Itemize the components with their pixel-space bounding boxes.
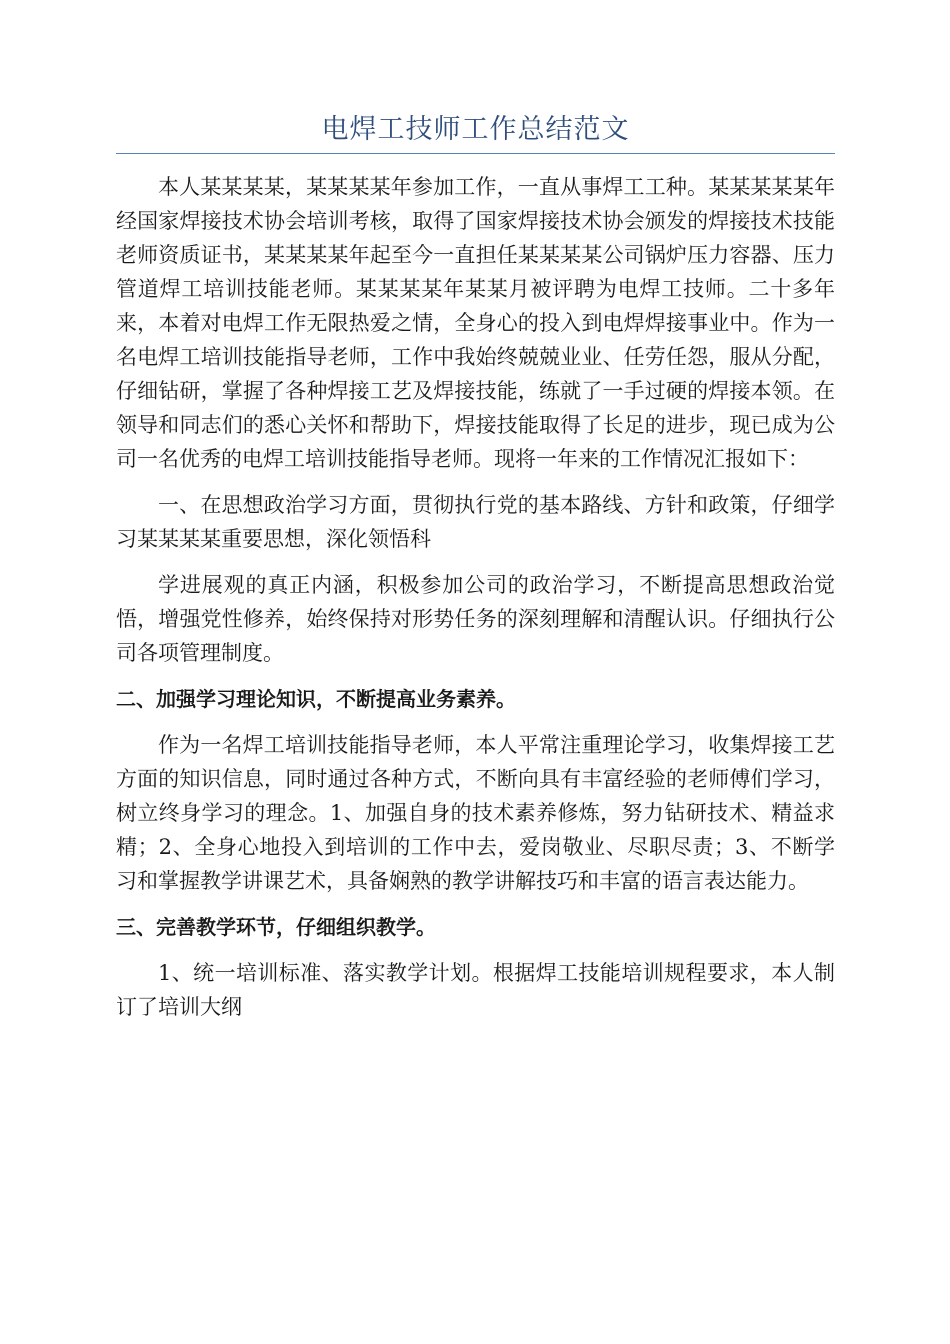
title-underline [116,153,835,154]
paragraph-section-1-continued: 学进展观的真正内涵，积极参加公司的政治学习，不断提高思想政治觉悟，增强党性修养，始终保持对形势任务的深刻理解和清醒认识。仔细执行公司各项管理制度。 [116,573,835,665]
document-body [116,170,835,1024]
paragraph-section-2: 作为一名焊工培训技能指导老师，本人平常注重理论学习，收集焊接工艺方面的知识信息，同时通过各种方式，不断向具有丰富经验的老师傅们学习，树立终身学习的理念。1、加强自身的技术素养修炼，努力钻研技术、精益求精；2、全身心地投入到培训的工作中去，爱岗敬业、尽职尽责；3、不断学习和掌握教学讲课艺术，具备娴熟的教学讲解技巧和丰富的语言表达能力。 [116,733,835,893]
paragraph-intro: 本人某某某某，某某某某年参加工作，一直从事焊工工种。某某某某某年经国家焊接技术协会培训考核，取得了国家焊接技术协会颁发的焊接技术技能老师资质证书，某某某某年起至今一直担任某某某某公司锅炉压力容器、压力管道焊工培训技能老师。某某某某年某某月被评聘为电焊工技师。二十多年来，本着对电焊工作无限热爱之情，全身心的投入到电焊焊接事业中。作为一名电焊工培训技能指导老师，工作中我始终兢兢业业、任劳任怨，服从分配，仔细钻研，掌握了各种焊接工艺及焊接技能，练就了一手过硬的焊接本领。在领导和同志们的悉心关怀和帮助下，焊接技能取得了长足的进步，现已成为公司一名优秀的电焊工培训技能指导老师。现将一年来的工作情况汇报如下： [116,175,835,471]
document-title: 电焊工技师工作总结范文 [321,114,630,145]
paragraph-section-3: 1、统一培训标准、落实教学计划。根据焊工技能培训规程要求，本人制订了培训大纲 [116,961,835,1019]
paragraph-section-1: 一、在思想政治学习方面，贯彻执行党的基本路线、方针和政策，仔细学习某某某某重要思想，深化领悟科 [116,493,835,551]
section-heading-2: 二、加强学习理论知识，不断提高业务素养。 [116,687,516,711]
section-heading-3: 三、完善教学环节，仔细组织教学。 [116,915,436,939]
